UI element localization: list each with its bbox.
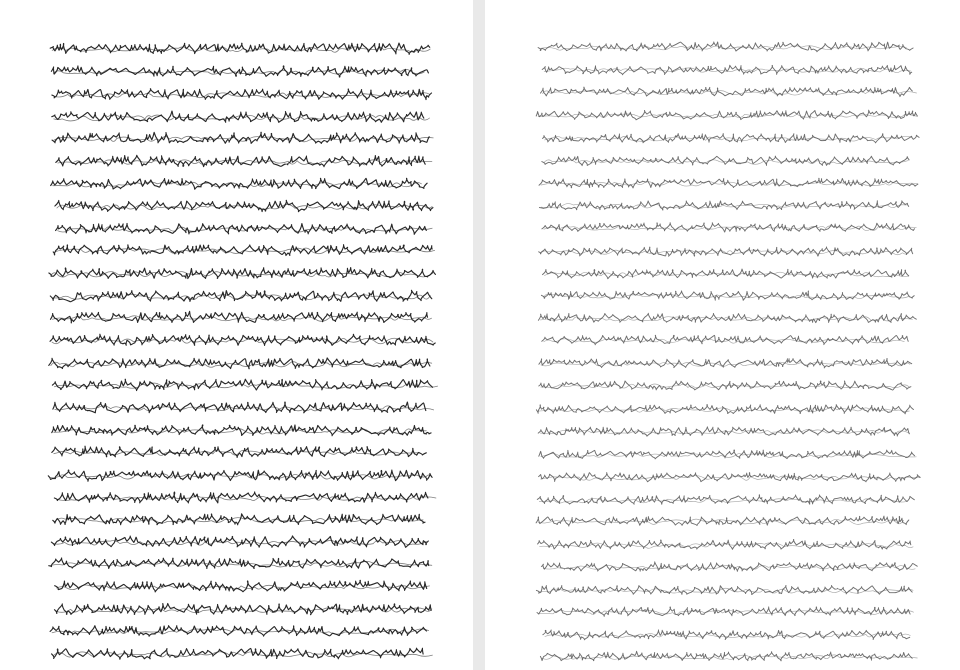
scribble-line <box>55 580 430 592</box>
scribble-line <box>56 155 432 166</box>
scribble-line <box>539 247 913 256</box>
scribble-stroke <box>536 516 909 526</box>
scribble-stroke <box>51 311 428 323</box>
scribble-line <box>55 200 433 211</box>
scribble-stroke <box>52 132 429 143</box>
scribble-line <box>50 43 430 54</box>
scribble-stroke <box>542 335 908 344</box>
scribble-stroke <box>538 539 911 549</box>
scribble-line <box>52 425 431 436</box>
scribble-line <box>51 178 427 189</box>
scribble-line <box>537 495 914 504</box>
scribble-line <box>538 539 914 549</box>
scribble-line <box>50 626 429 637</box>
scribble-line <box>541 562 917 572</box>
scribble-line <box>539 450 916 459</box>
scribble-line <box>53 402 434 413</box>
scribble-line <box>537 607 914 616</box>
scribble-stroke <box>52 425 431 436</box>
scribble-stroke <box>539 473 920 482</box>
scribble-stroke <box>52 446 427 457</box>
scribble-line <box>53 514 425 525</box>
scribble-stroke <box>49 358 430 369</box>
left-page <box>0 0 473 670</box>
scribble-stroke <box>538 313 916 322</box>
scribble-line <box>538 313 916 322</box>
scribble-line <box>543 134 920 143</box>
scribble-line <box>536 516 909 526</box>
scribble-line <box>54 492 436 503</box>
scribble-line <box>51 311 432 323</box>
scribble-stroke <box>54 93 430 98</box>
scribble-stroke <box>537 607 910 616</box>
scribble-line <box>52 379 437 390</box>
scribble-line <box>49 268 436 279</box>
scribble-line <box>539 178 918 188</box>
right-page-scribbles <box>485 0 960 670</box>
scribble-line <box>542 65 912 74</box>
scribble-stroke <box>538 427 909 436</box>
scribble-line <box>539 359 912 368</box>
scribble-line <box>52 132 433 143</box>
scribble-line <box>50 334 435 345</box>
scribble-stroke <box>536 405 913 414</box>
scribble-line <box>53 245 434 256</box>
scribble-stroke <box>540 651 912 661</box>
scribble-line <box>51 536 428 547</box>
scribble-line <box>49 358 432 369</box>
left-page-scribbles <box>0 0 473 670</box>
scribble-line <box>542 335 908 344</box>
scribble-line <box>55 603 432 614</box>
scribble-line <box>52 648 433 659</box>
scribble-stroke <box>538 42 913 52</box>
scribble-stroke <box>51 66 428 77</box>
scribble-line <box>56 223 433 234</box>
scribble-line <box>50 290 432 301</box>
scribble-line <box>52 446 427 457</box>
scribble-line <box>539 381 911 390</box>
scribble-line <box>49 558 432 568</box>
scribble-stroke <box>542 65 912 74</box>
scribble-line <box>543 630 910 640</box>
scribble-stroke <box>50 43 430 54</box>
scribble-line <box>538 427 909 436</box>
scribble-stroke <box>539 359 912 368</box>
scribble-stroke <box>56 223 427 234</box>
scribble-line <box>52 89 432 100</box>
scribble-stroke <box>541 562 917 572</box>
scribble-stroke <box>541 250 909 255</box>
scribble-stroke <box>48 470 432 481</box>
right-page <box>485 0 960 670</box>
scribble-line <box>540 651 917 661</box>
scribble-line <box>52 111 430 122</box>
scribble-stroke <box>51 536 428 547</box>
scribble-stroke <box>53 514 425 525</box>
scribble-stroke <box>541 476 921 481</box>
scribble-line <box>541 87 917 97</box>
scribble-stroke <box>543 269 909 279</box>
scribble-line <box>536 585 913 594</box>
scribble-stroke <box>49 558 429 568</box>
scribble-line <box>543 269 909 279</box>
scribble-line <box>536 405 913 414</box>
scribble-line <box>51 66 428 77</box>
scribble-line <box>536 110 917 120</box>
scribble-stroke <box>55 603 432 614</box>
scribble-line <box>538 42 913 52</box>
scribble-line <box>541 291 914 300</box>
scribble-stroke <box>50 626 426 637</box>
scribble-line <box>48 470 432 481</box>
scribble-line <box>542 223 916 232</box>
scribble-line <box>542 156 909 166</box>
scribble-line <box>539 473 921 482</box>
scribble-stroke <box>541 291 914 300</box>
scribble-line <box>539 201 908 210</box>
scribble-stroke <box>537 495 914 504</box>
